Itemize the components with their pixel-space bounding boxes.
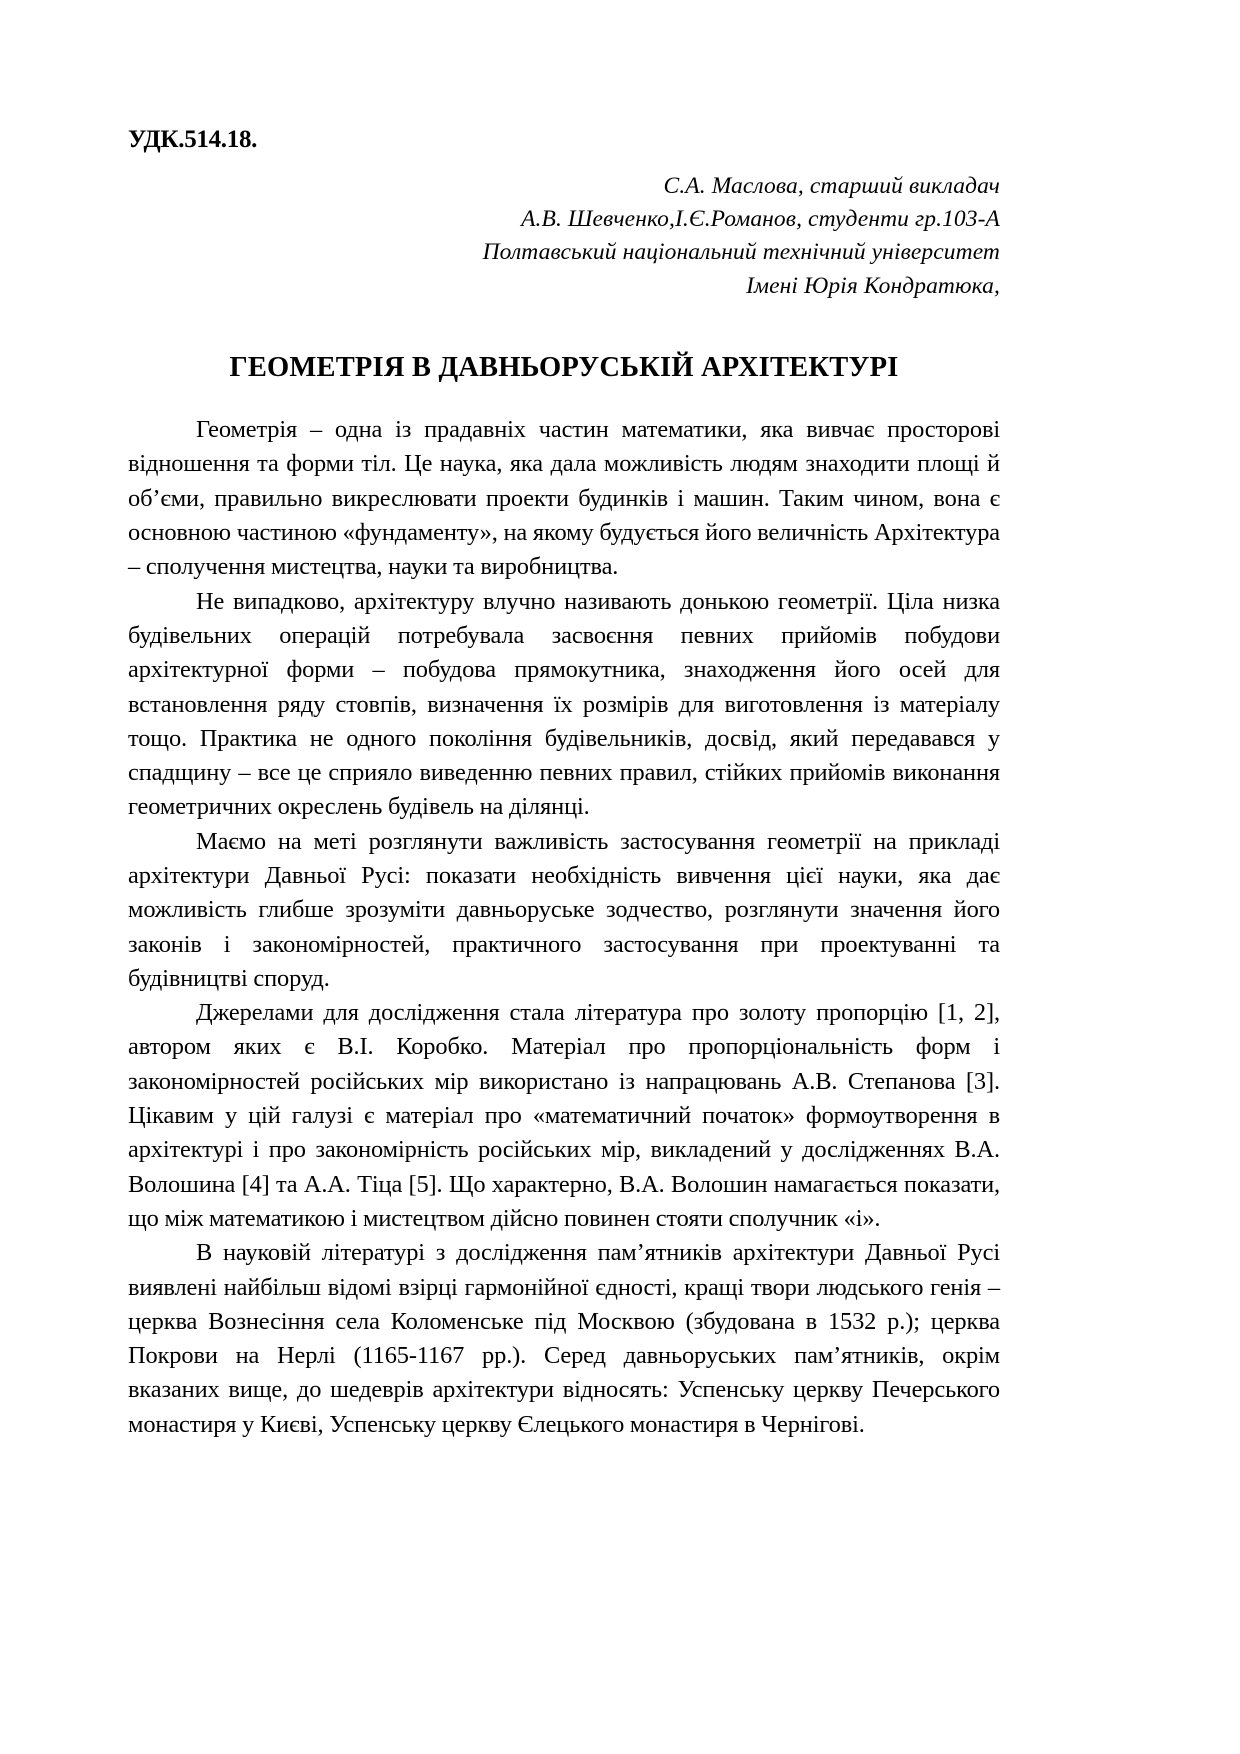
paragraph-5: В науковій літературі з дослідження пам’ятників архітектури Давньої Русі виявлені найбільш відомі взірці гармонійної єдності, кращі твори людського генія – церква Вознесіння села Коломенське під Москвою (збудована в 1532 р.); церква Покрови на Нерлі (1165-1167 рр.). Серед давньоруських пам’ятників, окрім вказаних вище, до шедеврів архітектури відносять: Успенську церкву Печерського монастиря у Києві, Успенську церкву Єлецького монастиря в Чернігові.: [128, 1239, 1000, 1438]
paragraph-1: Геометрія – одна із прадавніх частин математики, яка вивчає просторові відношення та форми тіл. Це наука, яка дала можливість людям знаходити площі й об’єми, правильно викреслювати проекти будинків і машин. Таким чином, вона є основною частиною «фундаменту», на якому будується його величність Архітектура – сполучення мистецтва, науки та виробництва.: [128, 416, 1000, 581]
paragraph-4: Джерелами для дослідження стала література про золоту пропорцію [1, 2], автором яких є В.І. Коробко. Матеріал про пропорціональність форм і закономірностей російських мір використано із напрацювань А.В. Степанова [3]. Цікавим у цій галузі є матеріал про «математичний початок» формоутворення в архітектурі і про закономірність російських мір, викладений у дослідженнях В.А. Волошина [4] та А.А. Тіца [5]. Що характерно, В.А. Волошин намагається показати, що між математикою і мистецтвом дійсно повинен стояти сполучник «і».: [128, 999, 1000, 1232]
affiliation-line-2: Імені Юрія Кондратюка,: [746, 272, 1000, 299]
author-line-1: С.А. Маслова, старший викладач: [663, 172, 1000, 199]
page-title: ГЕОМЕТРІЯ В ДАВНЬОРУСЬКІЙ АРХІТЕКТУРІ: [229, 351, 899, 383]
author-block: [128, 170, 1000, 303]
paragraph-2: Не випадково, архітектуру влучно називають донькою геометрії. Ціла низка будівельних операцій потребувала засвоєння певних прийомів побудови архітектурної форми – побудова прямокутника, знаходження його осей для встановлення ряду стовпів, визначення їх розмірів для виготовлення із матеріалу тощо. Практика не одного покоління будівельників, досвід, який передавався у спадщину – все це сприяло виведенню певних правил, стійких прийомів виконання геометричних окреслень будівель на ділянці.: [128, 587, 1000, 821]
udc-code: УДК.514.18.: [128, 126, 258, 153]
author-line-2: А.В. Шевченко,І.Є.Романов, студенти гр.103-А: [521, 205, 1000, 232]
paragraph-3: Маємо на меті розглянути важливість застосування геометрії на прикладі архітектури Давньої Русі: показати необхідність вивчення цієї науки, яка дає можливість глибше зрозуміти давньоруське зодчество, розглянути значення його законів і закономірностей, практичного застосування при проектуванні та будівництві споруд.: [128, 827, 1000, 992]
page-content: [128, 126, 1000, 1442]
affiliation-line-1: Полтавський національний технічний університет: [482, 239, 1000, 266]
article-body: [128, 413, 1000, 1442]
